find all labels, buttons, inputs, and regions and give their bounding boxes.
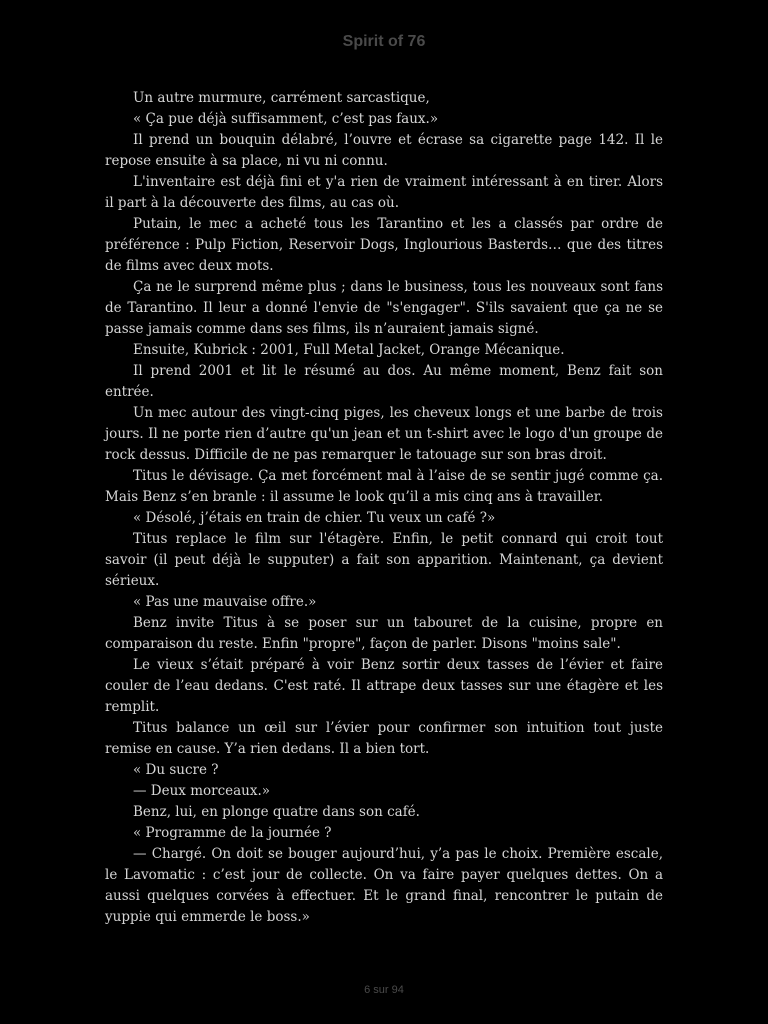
paragraph: Il prend 2001 et lit le résumé au dos. Au même moment, Benz fait son entrée. <box>105 363 663 400</box>
paragraph: Il prend un bouquin délabré, l’ouvre et écrase sa cigarette page 142. Il le repose ensuite à sa place, ni vu ni connu. <box>105 132 663 169</box>
paragraph: Ça ne le surprend même plus ; dans le business, tous les nouveaux sont fans de Tarantino. Il leur a donné l'envie de "s'engager". S'ils savaient que ça ne se passe jamais comme dans ses films, ils n’auraient jamais signé. <box>105 279 663 337</box>
paragraph: « Désolé, j’étais en train de chier. Tu veux un café ?» <box>133 510 496 526</box>
paragraph: Titus balance un œil sur l’évier pour confirmer son intuition tout juste remise en cause. Y’a rien dedans. Il a bien tort. <box>105 720 663 757</box>
paragraph: — Deux morceaux.» <box>133 783 271 799</box>
page-indicator: 6 sur 94 <box>364 984 404 996</box>
paragraph: Putain, le mec a acheté tous les Tarantino et les a classés par ordre de préférence : Pulp Fiction, Reservoir Dogs, Inglourious Basterds… que des titres de films avec deux mots. <box>105 216 663 274</box>
paragraph: Titus le dévisage. Ça met forcément mal à l’aise de se sentir jugé comme ça. Mais Benz s’en branle : il assume le look qu’il a mis cinq ans à travailler. <box>105 468 663 505</box>
paragraph: « Ça pue déjà suffisamment, c’est pas faux.» <box>133 111 439 127</box>
paragraph: « Du sucre ? <box>133 762 219 778</box>
paragraph: Benz, lui, en plonge quatre dans son café. <box>133 804 420 820</box>
paragraph: — Chargé. On doit se bouger aujourd’hui, y’a pas le choix. Première escale, le Lavomatic : c’est jour de collecte. On va faire payer quelques dettes. On a aussi quelques corvées à effectuer. Et le grand final, rencontrer le putain de yuppie qui emmerde le boss.» <box>105 846 663 925</box>
paragraph: « Pas une mauvaise offre.» <box>133 594 317 610</box>
paragraph: Benz invite Titus à se poser sur un tabouret de la cuisine, propre en comparaison du reste. Enfin "propre", façon de parler. Disons "moins sale". <box>105 615 663 652</box>
paragraph: Ensuite, Kubrick : 2001, Full Metal Jacket, Orange Mécanique. <box>133 342 565 358</box>
book-title: Spirit of 76 <box>342 33 426 50</box>
paragraph: L'inventaire est déjà fini et y'a rien de vraiment intéressant à en tirer. Alors il part à la découverte des films, au cas où. <box>105 174 663 211</box>
page-text <box>105 88 663 928</box>
paragraph: Titus replace le film sur l'étagère. Enfin, le petit connard qui croit tout savoir (il peut déjà le supputer) a fait son apparition. Maintenant, ça devient sérieux. <box>105 531 663 589</box>
paragraph: Un mec autour des vingt-cinq piges, les cheveux longs et une barbe de trois jours. Il ne porte rien d’autre qu'un jean et un t-shirt avec le logo d'un groupe de rock dessus. Difficile de ne pas remarquer le tatouage sur son bras droit. <box>105 405 663 463</box>
paragraph: Un autre murmure, carrément sarcastique, <box>133 90 430 106</box>
paragraph: Le vieux s’était préparé à voir Benz sortir deux tasses de l’évier et faire couler de l’eau dedans. C'est raté. Il attrape deux tasses sur une étagère et les remplit. <box>105 657 663 715</box>
paragraph: « Programme de la journée ? <box>133 825 332 841</box>
